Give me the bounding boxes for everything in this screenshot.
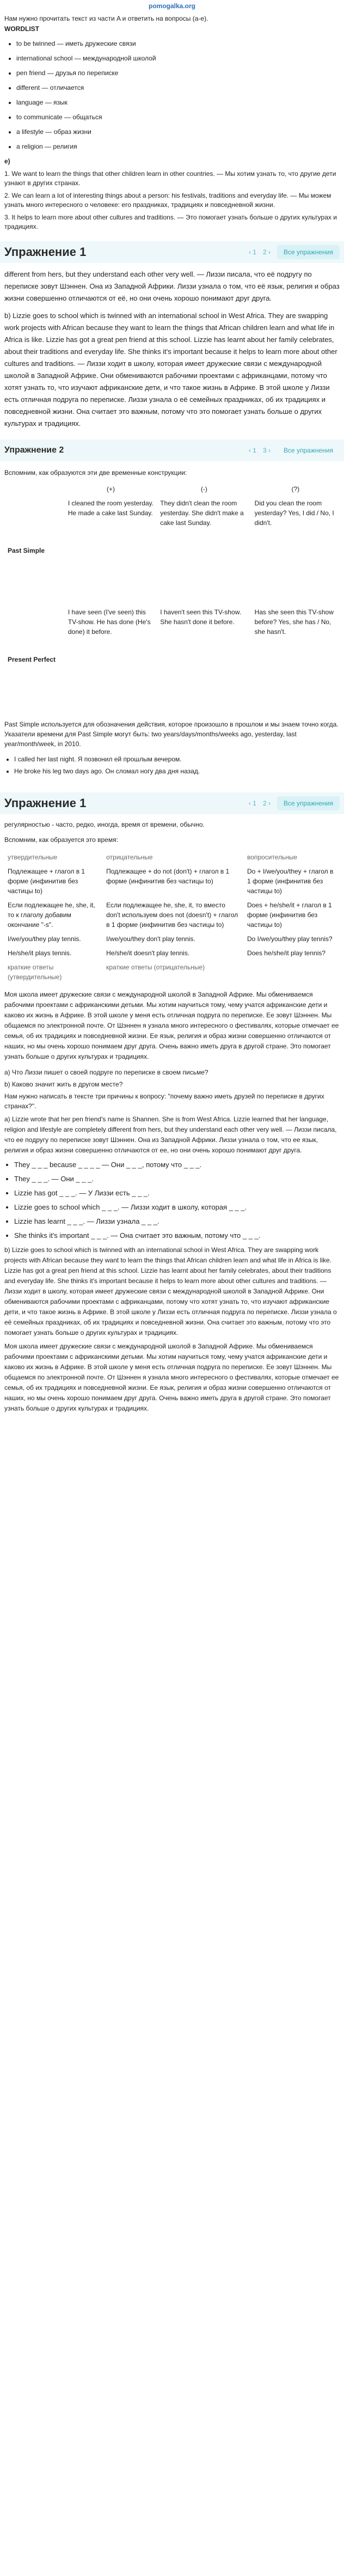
all-exercises-button[interactable]: Все упражнения <box>283 447 333 454</box>
table-row <box>4 864 340 898</box>
answer-text: a) Lizzie wrote that her pen friend's name is Shannen. She is from West Africa. Lizzie learned that her language, religion and lifestyle are completely different from hers, but they understand each other very well. — Лиззи писала, что ее подругу по переписке зовут Шэннен. Она из Западной Африки. Лиззи узнала о том, что ее язык, религия и образ жизни совершенно отличаются от ее, но они очень хорошо понимают друг друга. <box>4 1115 337 1154</box>
pager-next-button[interactable]: 2 › <box>262 248 271 256</box>
exercise-body <box>0 814 344 1420</box>
note: Нам нужно написать в тексте три причины к вопросу: "почему важно иметь друзей по переписке в других странах?". <box>4 1092 324 1110</box>
table-cell: I cleaned the room yesterday. He made a cake last Sunday. <box>67 499 154 517</box>
pager <box>249 241 340 263</box>
column-header: краткие ответы (отрицательные) <box>106 963 205 971</box>
present-simple-table <box>4 850 340 984</box>
wordlist-item: • a lifestyle — образ жизни <box>16 127 340 137</box>
pager-next-button[interactable]: 2 › <box>262 799 271 807</box>
table-head-row <box>4 482 340 496</box>
exercise-intro: регулярностью - часто, редко, иногда, время от времени, обычно. <box>4 821 205 828</box>
pager-prev-button[interactable]: ‹ 1 <box>248 799 256 807</box>
intro-line: Нам нужно прочитать текст из части A и ответить на вопросы (a-e). <box>4 15 208 22</box>
table-cell: Do I/we/you/they play tennis? <box>247 935 333 943</box>
table-row <box>4 898 340 932</box>
table-cell: Does he/she/it play tennis? <box>247 949 326 957</box>
wordlist-item: • to be twinned — иметь дружеские связи <box>16 39 340 48</box>
pager-prev-button[interactable]: ‹ 1 <box>248 248 256 256</box>
table-cell: Do + I/we/you/they + глагол в 1 форме (инфинитив без частицы to) <box>247 868 334 895</box>
table-cell: I/we/you/they don't play tennis. <box>106 935 195 943</box>
wordlist-item: • language — язык <box>16 98 340 107</box>
example-item: • He broke his leg two days ago. Он сломал ногу два дня назад. <box>14 766 340 776</box>
column-header: (+) <box>107 485 115 493</box>
exercise-text: Моя школа имеет дружеские связи с международной школой в Западной Африке. Мы обмениваемся рабочими проектами с африканскими детьми. Мы хотим научиться тому, чему учатся африканские дети и каково их жизнь в Африке. В этой школе у меня есть отличная подруга по переписке. Ее зовут Шэннен. Мы общаемся по электронной почте. От Шэннен я узнала много интересного о фестивалях, которые отмечает ее семья, об их традициях и повседневной жизни. Ее язык, религия и образ жизни совершенно отличаются от наших, но мы очень хорошо понимаем друг друга. Очень важно иметь друга в другой стране. Это помогает узнать больше о других культурах и традициях. <box>4 991 339 1060</box>
explanation-text: Past Simple используется для обозначения действия, которое произошло в прошлом и мы знаем точно когда. Указатели времени для Past Simple могут быть: two years/days/months/weeks ago, yesterday, last year/month/week, in 2010. <box>4 721 339 748</box>
fill-template: • They _ _ _ because _ _ _ _ — Они _ _ _, потому что _ _ _. <box>14 1159 340 1171</box>
pager-next-button[interactable]: 3 › <box>262 447 271 454</box>
all-exercises-button[interactable]: Все упражнения <box>277 796 340 810</box>
table-row <box>4 960 340 984</box>
all-exercises-button[interactable]: Все упражнения <box>277 245 340 259</box>
item-e: e) <box>4 157 10 165</box>
table-cell: I haven't seen this TV-show. She hasn't done it before. <box>160 608 242 626</box>
intro-section <box>0 11 344 238</box>
column-header: (?) <box>291 485 300 493</box>
fill-template: • They _ _ _. — Они _ _ _. <box>14 1173 340 1185</box>
site-logo[interactable] <box>0 0 344 11</box>
wordlist-item: • pen friend — друзья по переписке <box>16 69 340 78</box>
exercise-header <box>0 439 344 461</box>
table-cell: Does + he/she/it + глагол в 1 форме (инфинитив без частицы to) <box>247 901 332 929</box>
table-head-row <box>4 850 340 864</box>
table-cell: Если подлежащее he, she, it, то к глаголу добавим окончание "-s". <box>8 901 95 929</box>
column-header: вопросительные <box>247 853 298 861</box>
exercise-body <box>0 461 344 782</box>
exercise-text: different from hers, but they understand each other very well. — Лиззи писала, что её подругу по переписке зовут Шэннен. Она из Западной Африки. Лиззи узнала о том, что её язык, религия и образ жизни совершенно отличаются от её, но они очень хорошо понимают друг друга. <box>4 270 340 302</box>
wordlist <box>4 39 340 151</box>
pager <box>249 792 340 814</box>
exercise-intro: Вспомним, как образуются эти две временные конструкции: <box>4 469 187 477</box>
wordlist-item: • different — отличается <box>16 83 340 93</box>
fill-template: • Lizzie goes to school which _ _ _. — Лиззи ходит в школу, которая _ _ _. <box>14 1201 340 1213</box>
wordlist-item: • international school — международной школой <box>16 54 340 63</box>
answer-paragraph: 1. We want to learn the things that other children learn in other countries. — Мы хотим узнать то, что другие дети узнают в других странах. <box>4 170 336 187</box>
question: a) Что Лиззи пишет о своей подруге по переписке в своем письме? <box>4 1069 208 1076</box>
tense-label: Past Simple <box>8 547 45 554</box>
table-cell: Has she seen this TV-show before? Yes, she has / No, she hasn't. <box>254 608 334 636</box>
answer-text: Моя школа имеет дружеские связи с международной школой в Западной Африке. Мы обмениваемся рабочими проектами с африканскими детьми. Мы хотим научиться тому, чему учатся африканские дети и каково их жизнь в Африке. В этой школе у меня есть отличная подруга по переписке. Ее зовут Шэннен. Мы общаемся по электронной почте. От Шэннен я узнала много интересного о фестивалях, которые отмечает ее семья, об их традициях и повседневной жизни. Ее язык, религия и образ жизни совершенно отличаются от наших, но мы очень хорошо понимаем друг друга. Очень важно иметь друга в другой стране. Это помогает узнать больше о других культурах и традициях. <box>4 1342 339 1412</box>
fill-template: • Lizzie has learnt _ _ _. — Лиззи узнала _ _ _. <box>14 1216 340 1228</box>
wordlist-item: • a religion — религия <box>16 142 340 151</box>
tense-label: Present Perfect <box>8 656 56 663</box>
exercise-body <box>0 263 344 435</box>
column-header: краткие ответы (утвердительные) <box>8 963 62 981</box>
answer-paragraph: 3. It helps to learn more about other cultures and traditions. — Это помогает узнать больше о других культурах и традициях. <box>4 213 337 230</box>
table-cell: He/she/it plays tennis. <box>8 949 72 957</box>
answer-text: b) Lizzie goes to school which is twinned with an international school in West Africa. They are swapping work projects with African because they want to learn the things that African children learn and what life in Africa is like. Lizzie has got a great pen friend at this school. Lizzie has learnt about her family celebrates, about their traditions and everyday life. She thinks it's important because it helps to learn more about other cultures and traditions. — Лиззи ходит в школу, которая имеет дружеские связи с международной школой в Западной Африке. Они обмениваются рабочими проектами с африканцами, потому что хотят узнать то, что изучают африканские дети, и что такое жизнь в Африке. В этой школе у Лиззи есть отличная подруга по переписке. Лиззи узнала о её семейных праздниках, об их традициях и повседневной жизни. Она считает это важным, потому что это помогает узнать больше о других культурах и традициях. <box>4 1246 337 1336</box>
wordlist-item: • to communicate — общаться <box>16 113 340 122</box>
exercise-title: Упражнение 2 <box>4 445 64 455</box>
exercise-text: b) Lizzie goes to school which is twinned with an international school in West Africa. They are swapping work projects with African because they want to learn the things that African children learn and what life in Africa is like. Lizzie has got a great pen friend at this school. Lizzie has learnt about her family celebrates, about their traditions and everyday life. She thinks it's important because it helps to learn more about other cultures and traditions. — Лиззи ходит в школу, которая имеет дружеские связи с международной школой в Западной Африке. Они обмениваются рабочими проектами с африканцами, потому что хотят узнать то, что изучают африканские дети, и что такое жизнь в Африке. В этой школе у Лиззи есть отличная подруга по переписке. Лиззи узнала о её семейных праздниках, об их традициях и повседневной жизни. Она считает это важным, потому что это помогает узнать больше о других культурах и традициях. <box>4 312 337 428</box>
table-row <box>4 496 340 605</box>
site-logo-text: pomogalka.org <box>148 2 195 10</box>
column-header: утвердительные <box>8 853 58 861</box>
table-row <box>4 932 340 946</box>
table-cell: I/we/you/they play tennis. <box>8 935 81 943</box>
fill-template: • She thinks it's important _ _ _. — Она считает это важным, потому что _ _ _. <box>14 1230 340 1242</box>
pager <box>249 439 340 461</box>
wordlist-title: WORDLIST <box>4 25 39 33</box>
exercise-header <box>0 792 344 814</box>
table-cell: They didn't clean the room yesterday. She didn't make a cake last Sunday. <box>160 499 244 527</box>
table-row <box>4 605 340 714</box>
table-row <box>4 946 340 960</box>
table-cell: He/she/it doesn't play tennis. <box>106 949 190 957</box>
exercise-title: Упражнение 1 <box>4 245 87 259</box>
pager-prev-button[interactable]: ‹ 1 <box>248 447 256 454</box>
column-header: отрицательные <box>106 853 153 861</box>
table-cell: Если подлежащее he, she, it, то вместо don't используем does not (doesn't) + глагол в 1 форме (инфинитив без частицы to) <box>106 901 238 929</box>
question: b) Каково значит жить в другом месте? <box>4 1081 123 1088</box>
table-cell: Подлежащее + do not (don't) + глагол в 1 форме (инфинитив без частицы to) <box>106 868 230 885</box>
tense-table <box>4 482 340 714</box>
fill-template: • Lizzie has got _ _ _. — У Лиззи есть _ _ _. <box>14 1187 340 1199</box>
answer-paragraph: 2. We can learn a lot of interesting things about a person: his festivals, traditions and everyday life. — Мы можем узнать много интересного о человеке: его праздниках, традициях и повседневной жизни. <box>4 192 331 209</box>
exercise-header <box>0 241 344 263</box>
fill-template-list <box>4 1159 340 1242</box>
example-list <box>4 754 340 776</box>
table-cell: Подлежащее + глагол в 1 форме (инфинитив без частицы to) <box>8 868 85 895</box>
exercise-intro: Вспомним, как образуется это время: <box>4 836 118 844</box>
column-header: (-) <box>200 485 207 493</box>
exercise-title: Упражнение 1 <box>4 796 87 810</box>
table-cell: I have seen (I've seen) this TV-show. He has done (He's done) it before. <box>67 608 151 636</box>
table-cell: Did you clean the room yesterday? Yes, I did / No, I didn't. <box>254 499 334 527</box>
example-item: • I called her last night. Я позвонил ей прошлым вечером. <box>14 754 340 764</box>
